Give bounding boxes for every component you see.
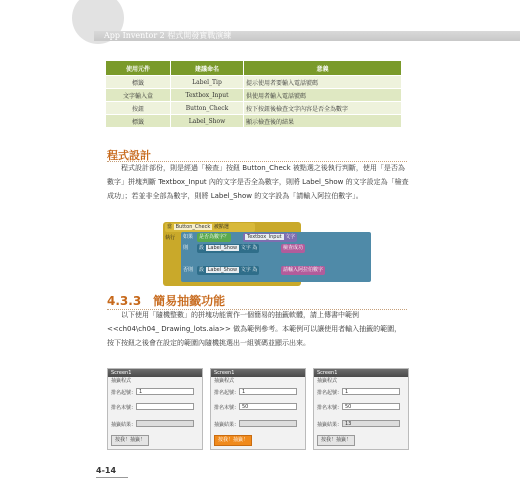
table-cell: 供使用者輸入電話號碼 <box>244 89 402 102</box>
draw-button[interactable]: 按我！抽籤！ <box>317 435 355 446</box>
result-label: 抽籤結果： <box>317 422 343 428</box>
max-label: 排名末號： <box>317 405 343 411</box>
max-label: 排名末號： <box>111 405 137 411</box>
table-row <box>106 102 402 115</box>
to-keyword: 為 <box>252 245 258 251</box>
section-title-drawing-lots: 4.3.3 簡易抽籤功能 <box>107 294 226 308</box>
text-property: 文字 <box>285 234 296 240</box>
min-label: 排名起號： <box>317 390 343 396</box>
table-cell: Label_Show <box>171 115 244 128</box>
table-cell: 按鈕 <box>106 102 171 115</box>
table-cell: 按下按鈕後檢查文字內容是否全為數字 <box>244 102 402 115</box>
paragraph-programming: 程式設計部份，則是經過「檢查」按鈕 Button_Check 被點選之後執行判斷，使用「是否為數字」拼塊判斷 Textbox_Input 內的文字是否全為數字，則將 Label_Show 的文字設定為「檢查成功」；若並非全部為數字，則將 Label_Show 的文字設為「請輸入阿拉伯數字」。 <box>107 164 409 200</box>
blocks-diagram <box>163 222 363 286</box>
result-field: 13 <box>342 420 400 427</box>
page-number-rule <box>96 477 128 478</box>
min-input[interactable]: 1 <box>136 388 194 395</box>
page-number: 4-14 <box>96 466 117 475</box>
set-label-block-1 <box>197 244 259 253</box>
table-cell: 提示使用者要輸入電話號碼 <box>244 76 402 89</box>
table-header: 使用元件 <box>106 61 171 76</box>
table-cell: Label_Tip <box>171 76 244 89</box>
table-cell: Textbox_Input <box>171 89 244 102</box>
table-cell: Button_Check <box>171 102 244 115</box>
event-block-header <box>165 223 255 232</box>
table-cell: 文字輸入盒 <box>106 89 171 102</box>
app-title: 抽籤程式 <box>214 378 235 384</box>
if-keyword: 如果 <box>183 234 194 240</box>
if-block <box>181 232 371 282</box>
table-cell: 標籤 <box>106 115 171 128</box>
screen-title: Screen1 <box>211 369 305 377</box>
app-title: 抽籤程式 <box>111 378 132 384</box>
table-header-row <box>106 61 402 76</box>
set-keyword: 設 <box>199 267 205 273</box>
string-error-block: 請輸入阿拉伯數字 <box>283 267 324 273</box>
result-label: 抽籤結果： <box>214 422 240 428</box>
set-property: 文字 <box>240 267 251 273</box>
min-label: 排名起號： <box>111 390 137 396</box>
app-screen-3 <box>313 368 409 450</box>
result-label: 抽籤結果： <box>111 422 137 428</box>
result-field <box>239 420 297 427</box>
table-header: 意義 <box>244 61 402 76</box>
paragraph-drawing-lots: 以下使用「隨機整數」的拼塊功能實作一個簡易的抽籤軟體，請上傳書中範例 <<ch04\ch04_ Drawing_lots.aia>> 做為範例參考。本範例可以讓使用者輸入抽籤的範圍，按下按鈕之後會在設定的範圍內隨機挑選出一組號碼並顯示出來。 <box>107 311 402 347</box>
app-screen-1 <box>107 368 203 450</box>
draw-button[interactable]: 按我！抽籤！ <box>111 435 149 446</box>
textbox-getter-block <box>243 233 297 242</box>
app-title: 抽籤程式 <box>317 378 338 384</box>
max-input[interactable] <box>136 403 194 410</box>
table-row <box>106 89 402 102</box>
event-keyword: 當 <box>167 224 173 230</box>
max-label: 排名末號： <box>214 405 240 411</box>
textbox-component: Textbox_Input <box>247 234 282 240</box>
app-screen-2 <box>210 368 306 450</box>
table-cell: 顯示檢查後的結果 <box>244 115 402 128</box>
draw-button[interactable]: 按我！抽籤！ <box>214 435 252 446</box>
book-title: App Inventor 2 程式開發實戰演練 <box>104 31 232 40</box>
table-row <box>106 115 402 128</box>
section-title-programming: 程式設計 <box>107 149 151 162</box>
min-input[interactable]: 1 <box>342 388 400 395</box>
component-table <box>105 60 402 128</box>
set-keyword: 設 <box>199 245 205 251</box>
event-component: Button_Check <box>175 224 211 230</box>
event-name: 被點選 <box>213 224 229 230</box>
set-label-block-2 <box>197 266 259 275</box>
screen-title: Screen1 <box>108 369 202 377</box>
set-property: 文字 <box>240 245 251 251</box>
min-label: 排名起號： <box>214 390 240 396</box>
label-component: Label_Show <box>207 245 238 251</box>
result-field <box>136 420 194 427</box>
string-ok-block: 檢查成功 <box>283 245 304 251</box>
table-header: 建議命名 <box>171 61 244 76</box>
exec-label: 執行 <box>165 235 176 241</box>
screen-title: Screen1 <box>314 369 408 377</box>
else-keyword: 否則 <box>183 267 194 273</box>
max-input[interactable]: 50 <box>239 403 297 410</box>
max-input[interactable]: 50 <box>342 403 400 410</box>
then-keyword: 則 <box>183 245 189 251</box>
min-input[interactable]: 1 <box>239 388 297 395</box>
table-cell: 標籤 <box>106 76 171 89</box>
to-keyword: 為 <box>252 267 258 273</box>
table-row <box>106 76 402 89</box>
label-component: Label_Show <box>207 267 238 273</box>
is-number-block: 是否為數字？ <box>199 234 230 240</box>
